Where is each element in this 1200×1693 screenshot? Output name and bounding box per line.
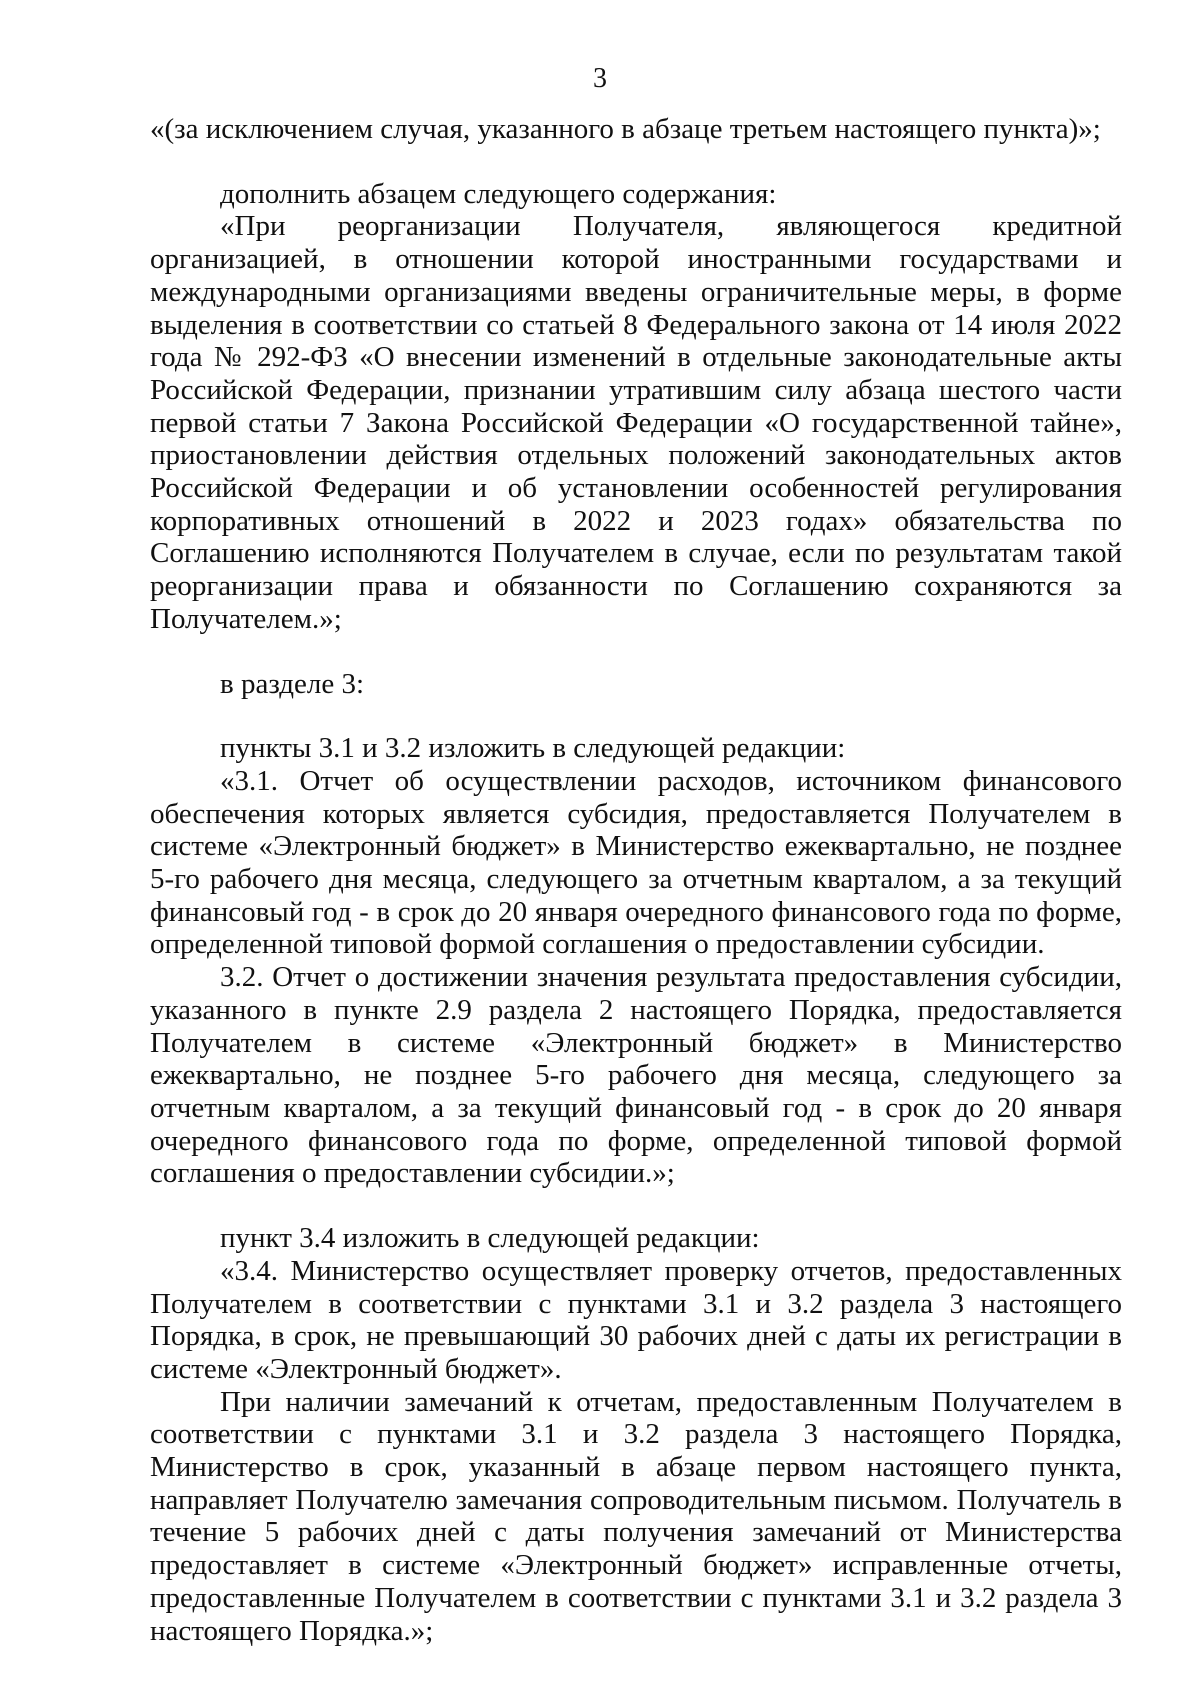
page-number: 3 bbox=[593, 63, 607, 94]
paragraph-supplement-intro: дополнить абзацем следующего содержания: bbox=[220, 177, 777, 210]
document-body bbox=[150, 113, 1122, 1647]
paragraph-point-3-2: 3.2. Отчет о достижении значения результата предоставления субсидии, указанного в пункте 2.9 раздела 2 настоящего Порядка, предоставляется Получателем в системе «Электронный бюджет» в Министерство ежеквартально, не позднее 5-го рабочего дня месяца, следующего за отчетным кварталом, а за текущий финансовый год - в срок до 20 января очередного финансового года по форме, определенной типовой формой соглашения о предоставлении субсидии.»; bbox=[150, 961, 1122, 1190]
paragraph-remarks: При наличии замечаний к отчетам, предоставленным Получателем в соответствии с пунктами 3.1 и 3.2 раздела 3 настоящего Порядка, Министерство в срок, указанный в абзаце первом настоящего пункта, направляет Получателю замечания сопроводительным письмом. Получатель в течение 5 рабочих дней с даты получения замечаний от Министерства предоставляет в системе «Электронный бюджет» исправленные отчеты, предоставленные Получателем в соответствии с пунктами 3.1 и 3.2 раздела 3 настоящего Порядка.»; bbox=[150, 1385, 1122, 1647]
paragraph-point-3-4: «3.4. Министерство осуществляет проверку отчетов, предоставленных Получателем в соответствии с пунктами 3.1 и 3.2 раздела 3 настоящего Порядка, в срок, не превышающий 30 рабочих дней с даты их регистрации в системе «Электронный бюджет». bbox=[150, 1254, 1122, 1385]
paragraph-point-3-4-intro: пункт 3.4 изложить в следующей редакции: bbox=[220, 1222, 760, 1255]
paragraph-exception-note: «(за исключением случая, указанного в абзаце третьем настоящего пункта)»; bbox=[150, 113, 1101, 145]
paragraph-point-3-1: «3.1. Отчет об осуществлении расходов, источником финансового обеспечения которых является субсидия, предоставляется Получателем в системе «Электронный бюджет» в Министерство ежеквартально, не позднее 5-го рабочего дня месяца, следующего за отчетным кварталом, а за текущий финансовый год - в срок до 20 января очередного финансового года по форме, определенной типовой формой соглашения о предоставлении субсидии. bbox=[150, 764, 1122, 961]
paragraph-points-3-1-3-2-intro: пункты 3.1 и 3.2 изложить в следующей редакции: bbox=[220, 732, 846, 765]
paragraph-reorganization: «При реорганизации Получателя, являющегося кредитной организацией, в отношении которой иностранными государствами и международными организациями введены ограничительные меры, в форме выделения в соответствии со статьей 8 Федерального закона от 14 июля 2022 года № 292-ФЗ «О внесении изменений в отдельные законодательные акты Российской Федерации, признании утратившим силу абзаца шестого части первой статьи 7 Закона Российской Федерации «О государственной тайне», приостановлении действия отдельных положений законодательных актов Российской Федерации и об установлении особенностей регулирования корпоративных отношений в 2022 и 2023 годах» обязательства по Соглашению исполняются Получателем в случае, если по результатам такой реорганизации права и обязанности по Соглашению сохраняются за Получателем.»; bbox=[150, 210, 1122, 635]
paragraph-section-3-heading: в разделе 3: bbox=[220, 667, 365, 700]
